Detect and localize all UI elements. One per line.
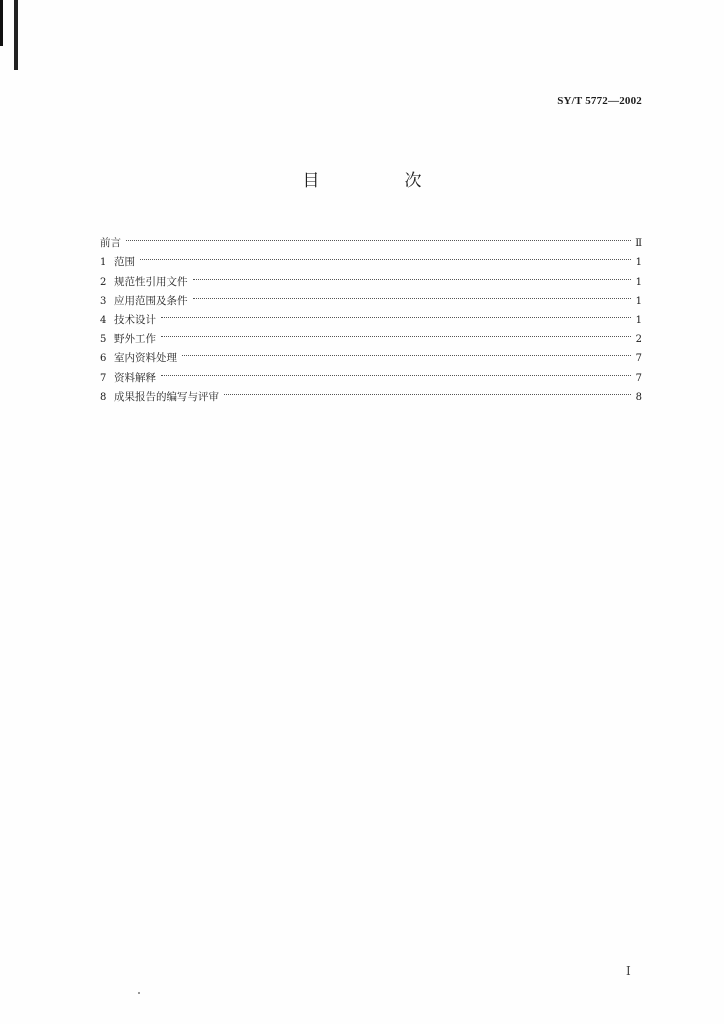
toc-entry-number: 1 (100, 257, 107, 269)
toc-entry[interactable] (100, 304, 642, 326)
toc-entry-number: 8 (100, 391, 107, 403)
page-number: I (626, 964, 631, 978)
toc-leader-dots (161, 304, 631, 323)
toc-entry-page: 1 (635, 295, 642, 307)
toc-entry[interactable] (100, 227, 642, 250)
toc-entry-number: 5 (100, 334, 107, 346)
toc-leader-dots (224, 381, 631, 400)
toc-entry-label: 室内资料处理 (114, 352, 177, 365)
toc-entry-page: 1 (635, 257, 642, 269)
toc-entry-number: 2 (100, 276, 107, 288)
toc-entry[interactable] (100, 265, 642, 288)
toc-leader-dots (182, 342, 631, 361)
table-of-contents (100, 227, 642, 403)
toc-entry-page: 1 (635, 314, 642, 326)
toc-entry-label: 资料解释 (114, 371, 156, 384)
standard-code: SY/T 5772—2002 (557, 95, 642, 107)
scan-edge-artifact (0, 0, 3, 46)
toc-leader-dots (161, 323, 631, 342)
toc-entry-number: 3 (100, 295, 107, 307)
toc-entry-page: 8 (635, 391, 642, 403)
toc-leader-dots (161, 361, 631, 380)
toc-entry-label: 成果报告的编写与评审 (114, 390, 219, 403)
toc-entry-label: 规范性引用文件 (114, 275, 188, 288)
toc-entry-number: 4 (100, 314, 107, 326)
toc-entry-page: 1 (635, 276, 642, 288)
toc-entry-number: 6 (100, 353, 107, 365)
toc-leader-dots (140, 246, 631, 265)
toc-leader-dots (193, 285, 632, 304)
toc-entry-label: 范围 (114, 256, 135, 269)
toc-entry-page: 7 (635, 372, 642, 384)
toc-entry-number: 7 (100, 372, 107, 384)
toc-entry[interactable] (100, 342, 642, 365)
toc-entry-page: Ⅱ (635, 238, 642, 250)
page-title: 目 次 (302, 171, 456, 191)
toc-entry-label: 野外工作 (114, 333, 156, 346)
toc-entry[interactable] (100, 323, 642, 346)
toc-entry[interactable] (100, 381, 642, 403)
toc-entry-label: 应用范围及条件 (114, 294, 188, 307)
scan-edge-artifact (14, 0, 18, 70)
toc-entry-page: 7 (635, 353, 642, 365)
toc-leader-dots (193, 265, 632, 284)
toc-entry[interactable] (100, 361, 642, 384)
toc-entry-page: 2 (635, 334, 642, 346)
toc-entry-label: 技术设计 (114, 313, 156, 326)
toc-entry-label: 前言 (100, 237, 121, 250)
toc-leader-dots (126, 227, 631, 246)
scan-speck (138, 992, 140, 994)
toc-entry[interactable] (100, 246, 642, 269)
